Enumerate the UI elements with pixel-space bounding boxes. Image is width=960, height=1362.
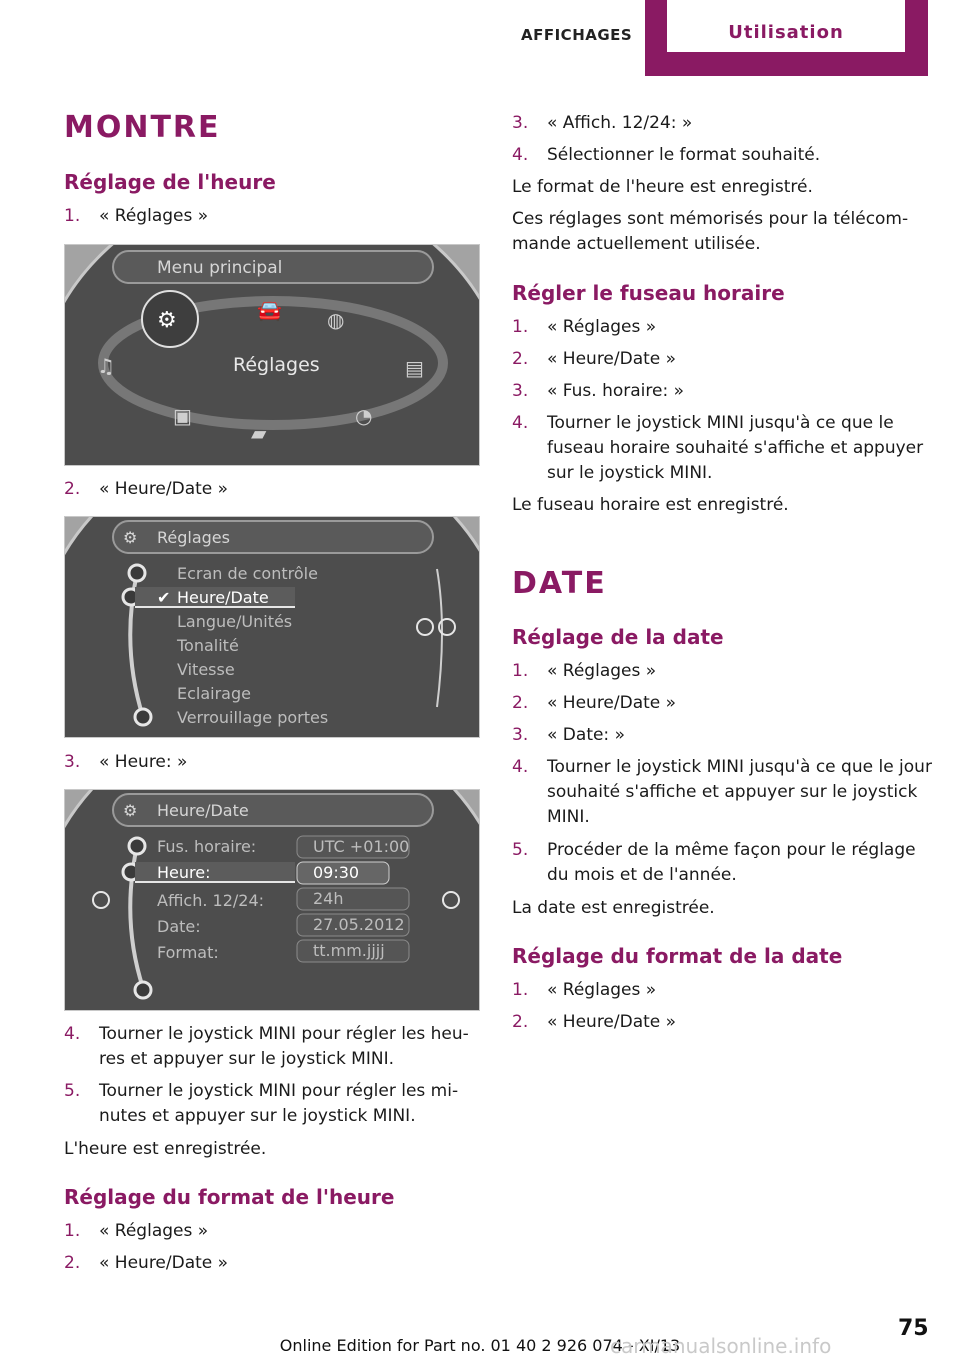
field-value-selected: 09:30 [313,863,360,882]
result-text: L'heure est enregistrée. [64,1139,267,1159]
radio-icon: ▣ [173,404,192,428]
list-item: 3. « Fus. horaire: » [512,381,685,401]
field-value: 24h [313,889,344,908]
subsection-title-fuseau: Régler le fuseau horaire [512,281,785,305]
list-item: 2. « Heure/Date » [512,349,677,369]
book-icon: ▤ [405,356,424,380]
header-section: AFFICHAGES [521,26,633,44]
list-item: 4. Tourner le joystick MINI pour régler les heu‐ res et appuyer sur le joystick MINI. [64,1024,469,1069]
phone-icon: ▰ [251,421,267,445]
menu-item: Tonalité [177,636,239,655]
edition-text: Online Edition for Part no. 01 40 2 926 074 - XI/13 [279,1336,681,1355]
list-item: 3. « Heure: » [64,752,188,772]
list-item: 4. Sélectionner le format souhaité. [512,145,821,165]
list-item: 4. Tourner le joystick MINI jusqu'à ce que le jour souhaité s'affiche et appuyer sur le joystick MINI. [512,757,932,827]
screen-center-label: Réglages [233,354,320,376]
section-title-date: DATE [512,566,607,601]
subsection-title-reglage-heure: Réglage de l'heure [64,170,276,194]
menu-item: Vitesse [177,660,235,679]
page-number: 75 [898,1316,929,1341]
section-title-montre: MONTRE [64,110,221,145]
svg-text:⚙: ⚙ [157,308,177,333]
list-item: 2. « Heure/Date » [64,1253,229,1273]
music-icon: ♫ [97,354,115,378]
result-text: La date est enregistrée. [512,898,715,918]
compass-icon: ◔ [355,404,373,428]
header-chapter: Utilisation [728,22,844,43]
result-text: Le fuseau horaire est enregistré. [512,495,789,515]
watermark: carmanualsonline.info [610,1334,832,1358]
gear-icon: ⚙ [123,528,138,547]
field-value: UTC +01:00 [313,837,410,856]
subsection-title-format-date: Réglage du format de la date [512,944,843,968]
list-item: 1. « Réglages » [512,661,657,681]
field-label: Affich. 12/24: [157,891,265,910]
list-item: 2. « Heure/Date » [512,693,677,713]
globe-icon: ◍ [327,308,345,332]
screen-time-date [64,789,480,1011]
subsection-title-format-heure: Réglage du format de l'heure [64,1185,395,1209]
list-item: 2. « Heure/Date » [64,479,229,499]
field-label: Date: [157,917,201,936]
list-item: 4. Tourner le joystick MINI jusqu'à ce que le fuseau horaire souhaité s'affiche et appuyer sur le joystick MINI. [512,413,924,483]
screen-main-menu [64,244,480,466]
list-item: 1. « Réglages » [512,980,657,1000]
paragraph: Ces réglages sont mémorisés pour la télécom‐ mande actuellement utilisée. [512,209,909,254]
field-label: Format: [157,943,219,962]
menu-item: Eclairage [177,684,251,703]
header-tab [645,0,928,76]
field-value: 27.05.2012 [313,915,405,934]
menu-item: Langue/Unités [177,612,293,631]
gear-icon: ⚙ [123,801,138,820]
paragraph: Le format de l'heure est enregistré. [512,177,813,197]
menu-item: Verrouillage portes [177,708,329,727]
field-label-selected: Heure: [157,863,211,882]
list-item: 5. Tourner le joystick MINI pour régler les mi‐ nutes et appuyer sur le joystick MINI. [64,1081,459,1126]
screen-title: Réglages [157,528,230,547]
menu-item-selected: Heure/Date [177,588,269,607]
list-item: 3. « Affich. 12/24: » [512,113,693,133]
list-item: 1. « Réglages » [64,1221,209,1241]
list-item: 1. « Réglages » [512,317,657,337]
list-item: 1. « Réglages » [64,206,209,226]
car-icon: 🚘 [257,298,282,322]
list-item: 3. « Date: » [512,725,625,745]
list-item: 2. « Heure/Date » [512,1012,677,1032]
field-label: Fus. horaire: [157,837,257,856]
svg-text:✔: ✔ [157,588,171,607]
menu-item: Ecran de contrôle [177,564,318,583]
list-item: 5. Procéder de la même façon pour le réglage du mois et de l'année. [512,840,916,885]
field-value: tt.mm.jjjj [313,941,385,960]
screen-title: Heure/Date [157,801,249,820]
screen-menu-title: Menu principal [157,258,283,278]
subsection-title-reglage-date: Réglage de la date [512,625,724,649]
screen-settings-list [64,516,480,738]
